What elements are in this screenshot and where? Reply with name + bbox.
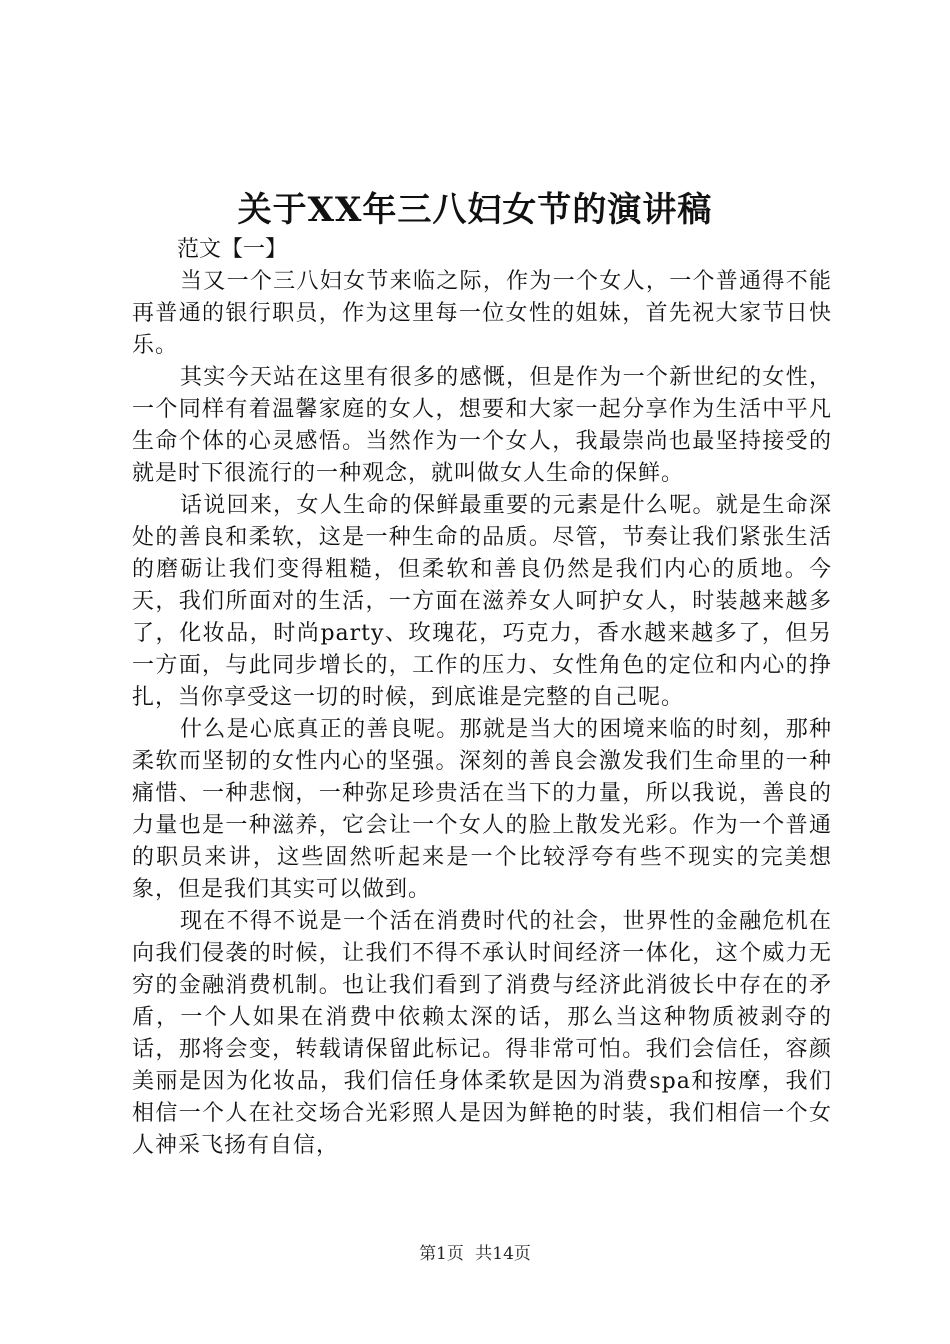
paragraph: 什么是心底真正的善良呢。那就是当大的困境来临的时刻，那种柔软而坚韧的女性内心的坚强。深刻的善良会激发我们生命里的一种痛惜、一种悲悯，一种弥足珍贵活在当下的力量，所以我说，善良的力量也是一种滋养，它会让一个女人的脸上散发光彩。作为一个普通的职员来讲，这些固然听起来是一个比较浮夸有些不现实的完美想象，但是我们其实可以做到。 (132, 717, 832, 902)
page-number: 第1页 (419, 1244, 464, 1264)
page-total: 共14页 (475, 1244, 531, 1264)
paragraph: 当又一个三八妇女节来临之际，作为一个女人，一个普通得不能再普通的银行职员，作为这里每一位女性的姐妹，首先祝大家节日快乐。 (132, 269, 832, 358)
paragraph: 话说回来，女人生命的保鲜最重要的元素是什么呢。就是生命深处的善良和柔软，这是一种生命的品质。尽管，节奏让我们紧张生活的磨砺让我们变得粗糙，但柔软和善良仍然是我们内心的质地。今天，我们所面对的生活，一方面在滋养女人呵护女人，时装越来越多了，化妆品，时尚party、玫瑰花，巧克力，香水越来越多了，但另一方面，与此同步增长的，工作的压力、女性角色的定位和内心的挣扎，当你享受这一切的时候，到底谁是完整的自己呢。 (132, 493, 832, 710)
document-title: 关于XX年三八妇女节的演讲稿 (237, 190, 713, 230)
section-label: 范文【一】 (177, 237, 288, 262)
paragraph: 其实今天站在这里有很多的感慨，但是作为一个新世纪的女性，一个同样有着温馨家庭的女人，想要和大家一起分享作为生活中平凡生命个体的心灵感悟。当然作为一个女人，我最崇尚也最坚持接受的就是时下很流行的一种观念，就叫做女人生命的保鲜。 (132, 365, 832, 486)
document-body (132, 234, 832, 1162)
paragraph: 现在不得不说是一个活在消费时代的社会，世界性的金融危机在向我们侵袭的时候，让我们不得不承认时间经济一体化，这个威力无穷的金融消费机制。也让我们看到了消费与经济此消彼长中存在的矛盾，一个人如果在消费中依赖太深的话，那么当这种物质被剥夺的话，那将会变，转载请保留此标记。得非常可怕。我们会信任，容颜美丽是因为化妆品，我们信任身体柔软是因为消费spa和按摩，我们相信一个人在社交场合光彩照人是因为鲜艳的时装，我们相信一个女人神采飞扬有自信， (132, 909, 832, 1158)
page-footer (0, 1242, 950, 1266)
